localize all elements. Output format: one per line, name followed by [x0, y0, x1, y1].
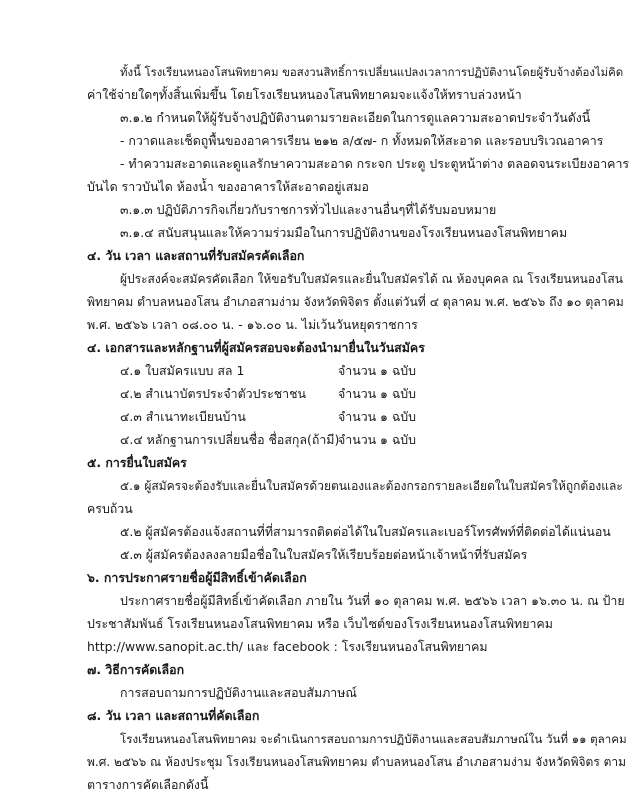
paragraph-line: ๓.๑.๓ ปฏิบัติภารกิจเกี่ยวกับราชการทั่วไปและงานอื่นๆที่ได้รับมอบหมาย	[120, 202, 497, 217]
section-heading: ๖. การประกาศรายชื่อผู้มีสิทธิ์เข้าคัดเลือก	[87, 570, 307, 585]
paragraph-line: พ.ศ. ๒๕๖๖ เวลา ๐๘.๐๐ น. - ๑๖.๐๐ น. ไม่เว้นวันหยุดราชการ	[87, 317, 418, 332]
document-qty: จำนวน ๑ ฉบับ	[338, 432, 417, 447]
paragraph-line: พิทยาคม ตำบลหนองโสน อำเภอสามง่าม จังหวัดพิจิตร ตั้งแต่วันที่ ๔ ตุลาคม พ.ศ. ๒๕๖๖ ถึง ๑๐ ตุลาคม	[87, 295, 624, 309]
document-qty: จำนวน ๑ ฉบับ	[338, 363, 417, 378]
paragraph-line: ตารางการคัดเลือกดังนี้	[87, 777, 209, 792]
section-heading: ๘. วัน เวลา และสถานที่คัดเลือก	[87, 708, 260, 723]
document-item: ๔.๓ สำเนาทะเบียนบ้าน	[120, 409, 246, 424]
section-heading: ๔. วัน เวลา และสถานที่รับสมัครคัดเลือก	[87, 248, 305, 263]
document-item: ๔.๔ หลักฐานการเปลี่ยนชื่อ ชื่อสกุล(ถ้ามี)	[120, 432, 340, 447]
paragraph-line: การสอบถามการปฏิบัติงานและสอบสัมภาษณ์	[120, 685, 357, 700]
paragraph-line: ประชาสัมพันธ์ โรงเรียนหนองโสนพิทยาคม หรือ เว็บไซต์ของโรงเรียนหนองโสนพิทยาคม	[87, 616, 553, 631]
paragraph-line: โรงเรียนหนองโสนพิทยาคม จะดำเนินการสอบถามการปฏิบัติงานและสอบสัมภาษณ์ใน วันที่ ๑๑ ตุลาคม	[120, 732, 627, 746]
section-heading: ๔. เอกสารและหลักฐานที่ผู้สมัครสอบจะต้องนำมายื่นในวันสมัคร	[87, 340, 425, 355]
paragraph-line: - ทำความสะอาดและดูแลรักษาความสะอาด กระจก ประตู ประตูหน้าต่าง ตลอดจนระเบียงอาคาร	[120, 156, 630, 171]
paragraph-line: ๓.๑.๔ สนับสนุนและให้ความร่วมมือในการปฏิบัติงานของโรงเรียนหนองโสนพิทยาคม	[120, 225, 568, 240]
document-item: ๔.๑ ใบสมัครแบบ สล 1	[120, 363, 245, 378]
document-qty: จำนวน ๑ ฉบับ	[338, 409, 417, 424]
document-qty: จำนวน ๑ ฉบับ	[338, 386, 417, 401]
paragraph-line: ๕.๑ ผู้สมัครจะต้องรับและยื่นใบสมัครด้วยตนเองและต้องกรอกรายละเอียดในใบสมัครให้ถูกต้องและ	[120, 479, 623, 493]
paragraph-line: ครบถ้วน	[87, 501, 133, 516]
paragraph-line: ๕.๓ ผู้สมัครต้องลงลายมือชื่อในใบสมัครให้เรียบร้อยต่อหน้าเจ้าหน้าที่รับสมัคร	[120, 547, 528, 562]
section-heading: ๗. วิธีการคัดเลือก	[87, 662, 185, 677]
paragraph-line: ค่าใช้จ่ายใดๆทั้งสิ้นเพิ่มขึ้น โดยโรงเรียนหนองโสนพิทยาคมจะแจ้งให้ทราบล่วงหน้า	[87, 87, 522, 102]
paragraph-line: ผู้ประสงค์จะสมัครคัดเลือก ให้ขอรับใบสมัครและยื่นใบสมัครได้ ณ ห้องบุคคล ณ โรงเรียนหนองโสน	[120, 272, 623, 286]
section-heading: ๕. การยื่นใบสมัคร	[87, 455, 187, 470]
paragraph-line: ๕.๒ ผู้สมัครต้องแจ้งสถานที่ที่สามารถติดต่อได้ในใบสมัครและเบอร์โทรศัพท์ที่ติดต่อได้แน่นอน	[120, 524, 611, 539]
paragraph-line: ประกาศรายชื่อผู้มีสิทธิ์เข้าคัดเลือก ภายใน วันที่ ๑๐ ตุลาคม พ.ศ. ๒๕๖๖ เวลา ๑๖.๓๐ น. ณ ป้าย	[120, 593, 625, 608]
paragraph-line: - กวาดและเช็ดถูพื้นของอาคารเรียน ๒๑๒ ล/๕๗- ก ทั้งหมดให้สะอาด และรอบบริเวณอาคาร	[120, 133, 604, 148]
website-link-line[interactable]: http://www.sanopit.ac.th/ และ facebook : โรงเรียนหนองโสนพิทยาคม	[87, 639, 488, 654]
paragraph-line: ทั้งนี้ โรงเรียนหนองโสนพิทยาคม ขอสงวนสิทธิ์การเปลี่ยนแปลงเวลาการปฏิบัติงานโดยผู้รับจ้างต้องไม่คิด	[120, 65, 624, 79]
document-item: ๔.๒ สำเนาบัตรประจำตัวประชาชน	[120, 386, 306, 401]
paragraph-line: บันได ราวบันได ห้องน้ำ ของอาคารให้สะอาดอยู่เสมอ	[87, 179, 369, 194]
paragraph-line: พ.ศ. ๒๕๖๖ ณ ห้องประชุม โรงเรียนหนองโสนพิทยาคม ตำบลหนองโสน อำเภอสามง่าม จังหวัดพิจิตร ตาม	[87, 755, 627, 769]
paragraph-line: ๓.๑.๒ กำหนดให้ผู้รับจ้างปฏิบัติงานตามรายละเอียดในการดูแลความสะอาดประจำวันดังนี้	[120, 110, 591, 125]
